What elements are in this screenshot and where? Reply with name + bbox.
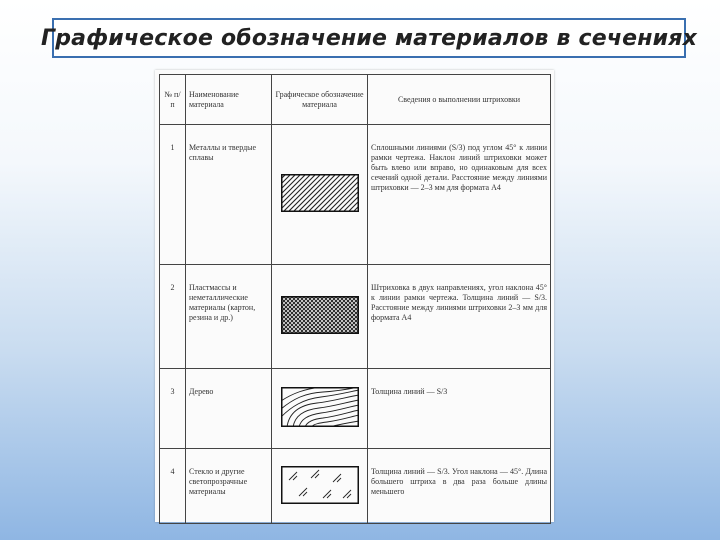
table-row [160, 449, 551, 524]
row-symbol [272, 125, 368, 265]
row-symbol [272, 265, 368, 369]
slide-title-box [41, 18, 698, 58]
table-row [160, 125, 551, 265]
materials-table [159, 74, 551, 524]
metal-hatch-swatch [281, 174, 359, 212]
row-description: Толщина линий — S/3. Угол наклона — 45°. Длина большего штриха в два раза больше длины меньшего [368, 449, 551, 524]
row-description: Штриховка в двух направлениях, угол наклона 45° к линии рамки чертежа. Толщина линий — S/3. Расстояние между линиями штриховки 2–3 мм для формата А4 [368, 265, 551, 369]
plastic-crosshatch-swatch [281, 296, 359, 334]
row-number: 3 [160, 369, 186, 449]
row-number: 2 [160, 265, 186, 369]
row-material: Стекло и другие светопрозрачные материалы [186, 449, 272, 524]
table-row [160, 369, 551, 449]
row-description: Толщина линий — S/3 [368, 369, 551, 449]
header-info: Сведения о выполнении штриховки [368, 75, 551, 125]
header-number: № п/п [160, 75, 186, 125]
table-row [160, 265, 551, 369]
table-header-row [160, 75, 551, 125]
materials-table-card [155, 70, 554, 522]
header-symbol: Графическое обозначение материала [272, 75, 368, 125]
header-name: Наименование материала [186, 75, 272, 125]
wood-grain-swatch [281, 387, 359, 427]
row-number: 1 [160, 125, 186, 265]
glass-strokes-swatch [281, 466, 359, 504]
row-description: Сплошными линиями (S/3) под углом 45° к линии рамки чертежа. Наклон линий штриховки может быть влево или вправо, но одинаковым для всех сечений одной детали. Расстояние между линиями штриховки — 2–3 мм для формата А4 [368, 125, 551, 265]
row-symbol [272, 449, 368, 524]
row-material: Дерево [186, 369, 272, 449]
slide-title: Графическое обозначение материалов в сечениях [41, 25, 698, 51]
row-material: Металлы и твердые сплавы [186, 125, 272, 265]
row-material: Пластмассы и неметаллические материалы (картон, резина и др.) [186, 265, 272, 369]
row-number: 4 [160, 449, 186, 524]
row-symbol [272, 369, 368, 449]
